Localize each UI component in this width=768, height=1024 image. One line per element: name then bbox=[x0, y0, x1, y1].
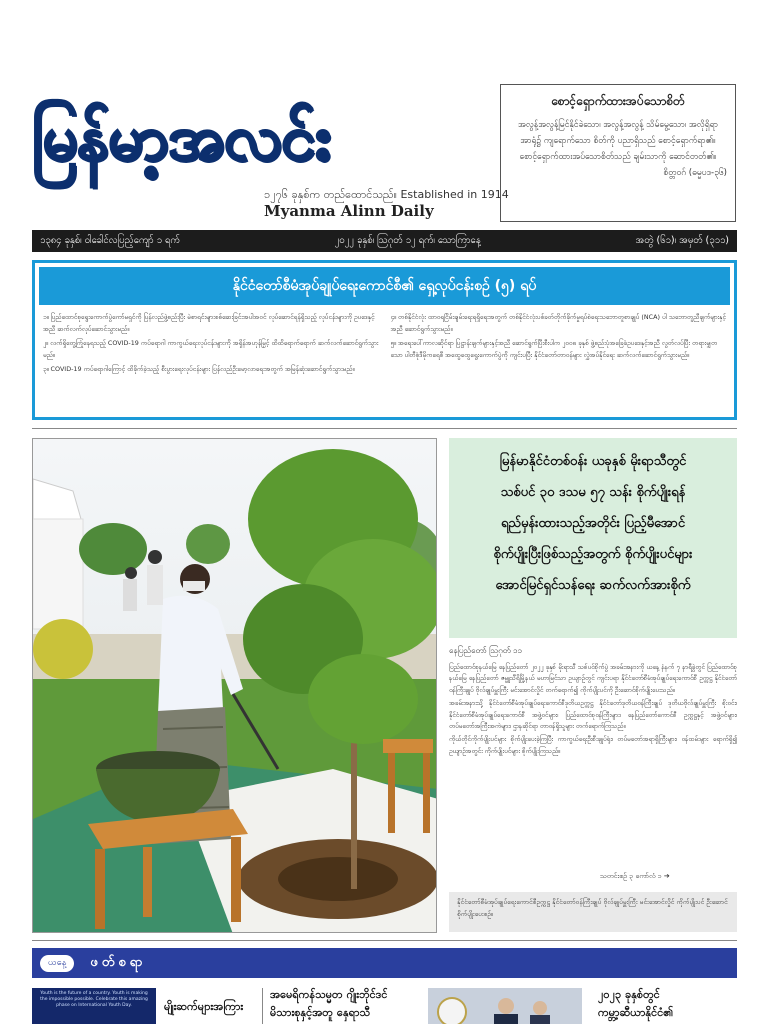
established-line: ၁၂၇၆ ခုနှစ်က တည်ထောင်သည်။ Established in 1914 bbox=[264, 188, 509, 201]
motto-text: အလွန့်အလွန့်မြင်နိုင်ခဲသော၊ အလွန့်အလွန့် သိမ်မွေ့သော၊ အလိုရှိရာအာရုံ၌ ကျရောက်သော စိတ်ကို ပညာရှိသည် စောင့်ရှောက်ရာ၏။ စောင့်ရှောက်ထားအပ်သောစိတ်သည် ချမ်းသာကို ဆောင်တတ်၏။ bbox=[518, 120, 718, 162]
continued-link[interactable]: သတင်းစဉ် ၃ ကော်လံ ၁ ➔ bbox=[600, 872, 670, 880]
teaser-headline[interactable]: အမေရိကန်သမ္မတ ဂျိုးဘိုင်ဒင် bbox=[270, 988, 388, 1001]
objectives-left-column bbox=[43, 311, 379, 377]
myanmar-date: ၁၃၈၄ ခုနှစ်၊ ဝါခေါင်လပြည့်ကျော် ၁ ရက် bbox=[40, 235, 180, 246]
headline-line: သစ်ပင် ၃၀ ဒသမ ၅၇ သန်း စိုက်ပျိုးရန် bbox=[500, 485, 686, 500]
headline-line: မြန်မာနိုင်ငံတစ်ဝန်း ယခုနှစ် မိုးရာသီတွင် bbox=[499, 454, 687, 469]
motto-source: စိတ္တဝဂ် (ဓမ္မပဒ-၃၆) bbox=[663, 168, 727, 178]
article-body bbox=[449, 662, 737, 882]
objective-item: ၄။ တစ်နိုင်ငံလုံး ထာဝရငြိမ်းချမ်းရေးရရှိရေးအတွက် တစ်နိုင်ငံလုံးပစ်ခတ်တိုက်ခိုက်မှုရပ်စဲရေးသဘောတူစာချုပ် (NCA) ပါ သဘောတူညီချက်များနှင့်အညီ ဆောင်ရွက်သွားမည်။ bbox=[390, 313, 726, 333]
objectives-columns bbox=[39, 305, 730, 383]
headline-line: အောင်မြင်ရှင်သန်ရေး ဆက်လက်အားစိုက် bbox=[495, 578, 691, 593]
teaser-divider bbox=[262, 988, 263, 1024]
objectives-right-column bbox=[391, 311, 727, 377]
headline-line: စိုက်ပျိုးပြီးဖြစ်သည့်အတွက် စိုက်ပျိုးပင်များ bbox=[493, 547, 693, 562]
article-paragraph: ပြည်ထောင်စုနယ်မြေ နေပြည်တော် ၂၀၂၂ ခုနှစ် မိုးရာသီ သစ်ပင်စိုက်ပွဲ အခမ်းအနားကို ယနေ့ နံနက် ၇ နာရီခွဲတွင် ပြည်ထောင်စုနယ်မြေ နေပြည်တော် ဇမ္ဗူသီရိမြို့နယ် မဟာမြင်သာ ဥယျာဉ်တွင် ကျင်းပရာ နိုင်ငံတော်စီမံအုပ်ချုပ်ရေးကောင်စီ ဥက္ကဋ္ဌ နိုင်ငံတော်ဝန်ကြီးချုပ် ဗိုလ်ချုပ်မှူးကြီး မင်းအောင်လှိုင် တက်ရောက်၍ ကိုက်ပျိုးပင်ကို ဦးဆောင်စိုက်ပျိုးပေးသည်။ bbox=[449, 664, 737, 694]
volume-issue: အတွဲ (၆၁)၊ အမှတ် (၃၁၁) bbox=[635, 235, 729, 246]
motto-box bbox=[500, 84, 736, 222]
teaser-headline[interactable]: ၂၀၂၃ ခုနှစ်တွင် bbox=[598, 988, 660, 1001]
photo-illustration bbox=[33, 439, 437, 933]
contents-label: ဖတ်စရာ bbox=[90, 954, 147, 970]
contents-bar bbox=[32, 948, 737, 978]
paper-name: Myanma Alinn Daily bbox=[264, 202, 434, 220]
teaser-headline[interactable]: မျိုးဆက်များအကြား bbox=[164, 1000, 244, 1013]
newspaper-logo: မြန်မာ့အလင်း bbox=[32, 101, 331, 174]
youth-day-teaser-image[interactable]: Youth is the future of a country. Youth is making the impossible possible. Celebrate this amazing phase on International Youth Day. bbox=[32, 988, 156, 1024]
teaser-headline[interactable]: ကမ္ဘာ့ဆီယာနိုင်ငံ၏ bbox=[598, 1006, 674, 1019]
objectives-title: နိုင်ငံတော်စီမံအုပ်ချုပ်ရေးကောင်စီ၏ ရှေ့လုပ်ငန်းစဉ် (၅) ရပ် bbox=[39, 267, 730, 305]
biden-teaser-image[interactable] bbox=[428, 988, 582, 1024]
main-headline bbox=[449, 438, 737, 638]
photo-caption: နိုင်ငံတော်စီမံအုပ်ချုပ်ရေးကောင်စီဥက္ကဋ္ဌ နိုင်ငံတော်ဝန်ကြီးချုပ် ဗိုလ်ချုပ်မှူးကြီး မင်းအောင်လှိုင် ကိုက်ပျိုးပင် ဦးဆောင်စိုက်ပျိုးပေးစဉ်။ bbox=[449, 892, 737, 932]
objective-item: ၃။ COVID-19 ကပ်ရောဂါကြောင့် ထိခိုက်ခဲ့သည့် စီးပွားရေးလုပ်ငန်းများ ပြန်လည်ဦးမော့လာရေးအတွက် အမြန်ဆုံးဆောင်ရွက်သွားမည်။ bbox=[43, 365, 355, 373]
article-paragraph: အခမ်းအနားသို့ နိုင်ငံတော်စီမံအုပ်ချုပ်ရေးကောင်စီဒုတိယဥက္ကဋ္ဌ နိုင်ငံတော်ဒုတိယဝန်ကြီးချုပ် ဒုတိယဗိုလ်ချုပ်မှူးကြီး စိုးဝင်း၊ နိုင်ငံတော်စီမံအုပ်ချုပ်ရေးကောင်စီ အဖွဲ့ဝင်များ၊ ပြည်ထောင်စုဝန်ကြီးများ၊ နေပြည်တော်ကောင်စီ ဥက္ကဋ္ဌနှင့် အဖွဲ့ဝင်များ၊ တပ်မတော်အကြီးအကဲများ၊ ဌာနဆိုင်ရာ တာဝန်ရှိသူများ တက်ရောက်ကြသည်။ bbox=[449, 700, 737, 731]
today-badge: ယနေ့ bbox=[40, 955, 74, 972]
objectives-box bbox=[32, 260, 737, 420]
article-paragraph: ကိုယ်တိုင်ကိုက်ပျိုးပင်များ စိုက်ပျိုးပေးခဲ့ကြပြီး ကာကွယ်ရေးဦးစီးချုပ်ရုံး၊ တပ်မတော်အရာရှိကြီးများ၊ ဝန်ထမ်းများ ရောက်ရှိ၍ ဥယျာဉ်အတွင်း ကိုက်ပျိုးပင်များ စိုက်ပျိုးကြသည်။ bbox=[449, 736, 737, 755]
tree-planting-photo bbox=[32, 438, 437, 933]
motto-body bbox=[509, 117, 727, 181]
objective-item: ၅။ အရေးပေါ်ကာလဆိုင်ရာ ပြဋ္ဌာန်းချက်များနှင့်အညီ ဆောင်ရွက်ပြီးစီးပါက ၂၀၀၈ ခုနှစ် ဖွဲ့စည်းပုံအခြေခံဥပဒေနှင့်အညီ လွတ်လပ်ပြီး တရားမျှတသော ပါတီစုံဒီမိုကရေစီ အထွေထွေရွေးကောက်ပွဲကို ကျင်းပပြီး နိုင်ငံတော်တာဝန်များ လွှဲအပ်နိုင်ရေး ဆက်လက်ဆောင်ရွက်သွားမည်။ bbox=[390, 339, 718, 359]
article-dateline: နေပြည်တော် ဩဂုတ် ၁၁ bbox=[449, 646, 523, 655]
section-divider bbox=[32, 428, 737, 429]
headline-line: ရည်မှန်းထားသည့်အတိုင်း ပြည့်မီအောင် bbox=[500, 516, 686, 531]
objective-item: ၂။ လက်ရှိတွေ့ကြုံနေရသည့် COVID-19 ကပ်ရောဂါ ကာကွယ်ရေးလုပ်ငန်းများကို အရှိန်အဟုန်မြှင့် ထိထိရောက်ရောက် ဆက်လက်ဆောင်ရွက်သွားမည်။ bbox=[43, 339, 379, 359]
gregorian-date: ၂၀၂၂ ခုနှစ်၊ ဩဂုတ် ၁၂ ရက်၊ သောကြာနေ့ bbox=[334, 235, 481, 246]
masthead bbox=[32, 82, 509, 222]
teaser-photo bbox=[428, 988, 582, 1024]
teaser-headline[interactable]: မိသားစုနှင့်အတူ နှေရာသီ bbox=[270, 1006, 371, 1019]
objective-item: ၁။ ပြည်ထောင်စုရွေးကောက်ပွဲကော်မရှင်ကို ပြန်လည်ဖွဲ့စည်းပြီး မဲစာရင်းများစစ်ဆေးခြင်းအပါအဝင် လုပ်ဆောင်ရန်ရှိသည့် လုပ်ငန်းများကို ဥပဒေနှင့်အညီ ဆက်လက်လုပ်ဆောင်သွားမည်။ bbox=[43, 313, 375, 333]
section-divider bbox=[32, 940, 737, 941]
motto-title: စောင့်ရှောက်ထားအပ်သောစိတ် bbox=[551, 94, 685, 108]
date-bar bbox=[32, 230, 737, 252]
